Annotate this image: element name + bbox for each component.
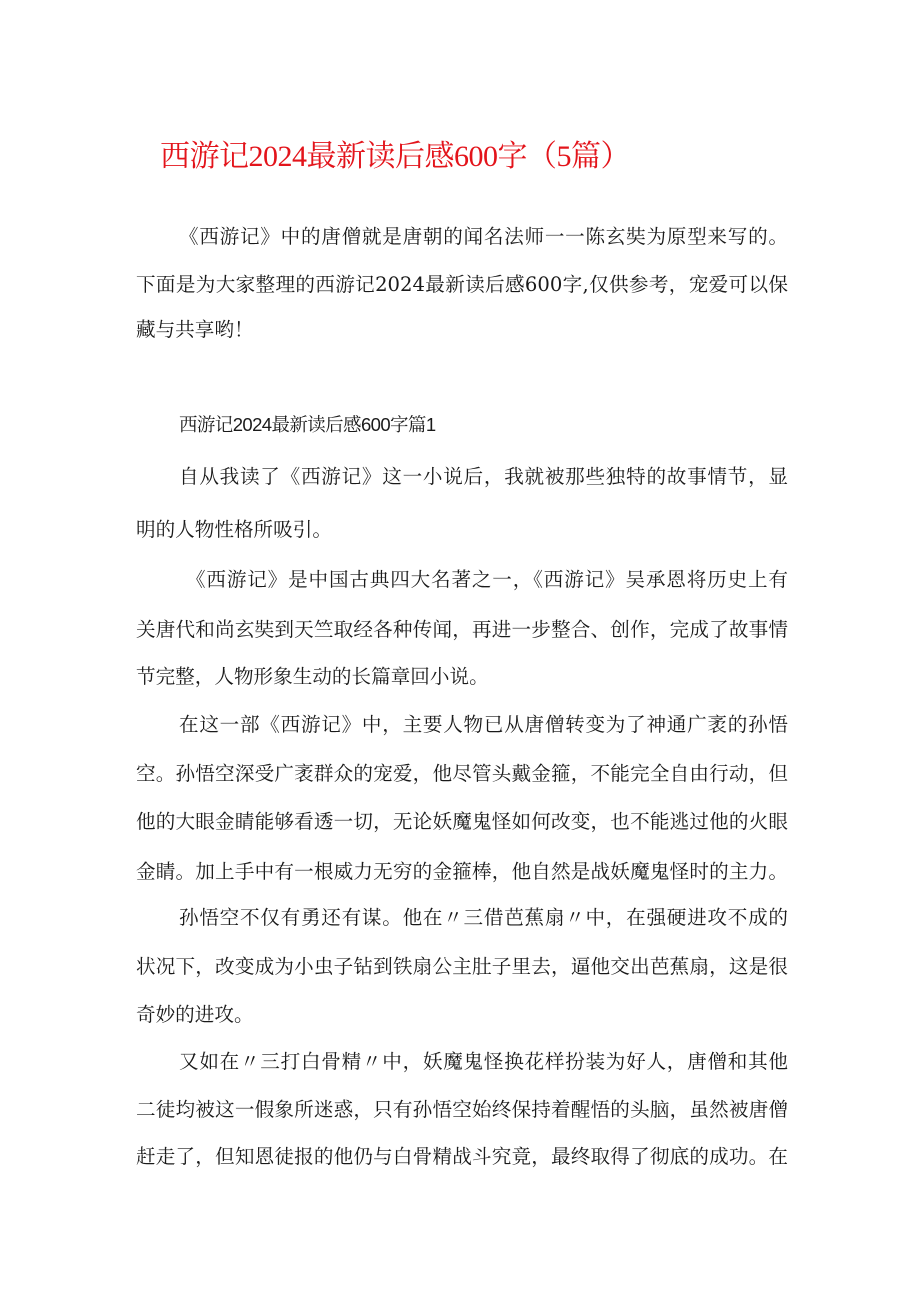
document-title: 西游记2024最新读后感600字（5篇）	[160, 140, 630, 173]
paragraph-line: 赶走了，但知恩徒报的他仍与白骨精战斗究竟，最终取得了彻底的成功。在	[136, 1145, 788, 1168]
paragraph-line: 明的人物性格所吸引。	[136, 518, 332, 541]
paragraph-line: 关唐代和尚玄奘到天竺取经各种传闻，再进一步整合、创作，完成了故事情	[136, 618, 788, 641]
paragraph-line: 节完整，人物形象生动的长篇章回小说。	[136, 665, 489, 688]
paragraph-line: 《西游记》是中国古典四大名著之一，《西游记》吴承恩将历史上有	[186, 568, 788, 591]
intro-line: 下面是为大家整理的西游记2024最新读后感600字,仅供参考，宠爱可以保	[136, 273, 788, 296]
section-heading: 西游记2024最新读后感600字篇1	[179, 414, 436, 435]
paragraph-line: 在这一部《西游记》中，主要人物已从唐僧转变为了神通广袤的孙悟	[179, 713, 788, 736]
intro-line: 《西游记》中的唐僧就是唐朝的闻名法师一一陈玄奘为原型来写的。	[179, 225, 788, 248]
paragraph-line: 又如在〃三打白骨精〃中，妖魔鬼怪换花样扮装为好人，唐僧和其他	[179, 1050, 788, 1073]
paragraph-line: 他的大眼金睛能够看透一切，无论妖魔鬼怪如何改变，也不能逃过他的火眼	[136, 810, 788, 833]
intro-line: 藏与共享哟！	[136, 318, 254, 341]
paragraph-line: 自从我读了《西游记》这一小说后，我就被那些独特的故事情节，显	[179, 465, 788, 488]
paragraph-line: 孙悟空不仅有勇还有谋。他在〃三借芭蕉扇〃中，在强硬进攻不成的	[179, 906, 788, 929]
paragraph-line: 空。孙悟空深受广袤群众的宠爱，他尽管头戴金箍，不能完全自由行动，但	[136, 762, 788, 785]
paragraph-line: 状况下，改变成为小虫子钻到铁扇公主肚子里去，逼他交出芭蕉扇，这是很	[136, 955, 788, 978]
paragraph-line: 金睛。加上手中有一根威力无穷的金箍棒，他自然是战妖魔鬼怪时的主力。	[136, 860, 788, 883]
paragraph-line: 二徒均被这一假象所迷惑，只有孙悟空始终保持着醒悟的头脑，虽然被唐僧	[136, 1098, 788, 1121]
paragraph-line: 奇妙的进攻。	[136, 1003, 254, 1026]
